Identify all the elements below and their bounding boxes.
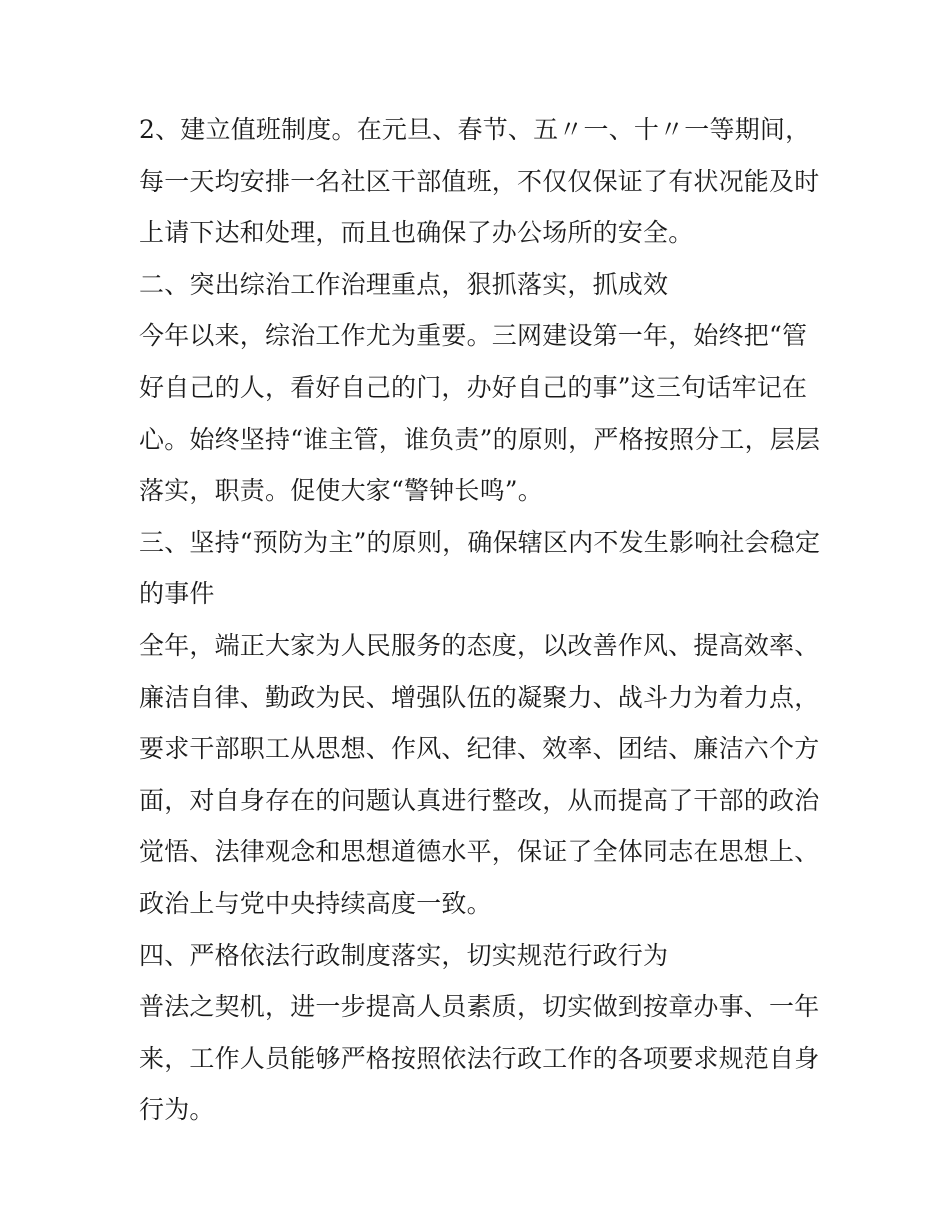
- text-line: 心。始终坚持“谁主管，谁负责”的原则，严格按照分工，层层: [139, 424, 821, 454]
- text-line: 普法之契机，进一步提高人员素质，切实做到按章办事、一年: [139, 992, 820, 1022]
- text-line: 落实，职责。促使大家“警钟长鸣”。: [139, 476, 543, 506]
- text-line: 全年，端正大家为人民服务的态度，以改善作风、提高效率、: [139, 630, 820, 660]
- text-line: 政治上与党中央持续高度一致。: [139, 888, 492, 918]
- text-line: 要求干部职工从思想、作风、纪律、效率、团结、廉洁六个方: [139, 734, 820, 764]
- text-line: 好自己的人，看好自己的门，办好自己的事”这三句话牢记在: [139, 372, 808, 402]
- text-line: 面，对自身存在的问题认真进行整改，从而提高了干部的政治: [139, 785, 820, 815]
- text-line: 每一天均安排一名社区干部值班，不仅仅保证了有状况能及时: [139, 166, 820, 196]
- text-line: 觉悟、法律观念和思想道德水平，保证了全体同志在思想上、: [139, 837, 820, 867]
- section-heading: 三、坚持“预防为主”的原则，确保辖区内不发生影响社会稳定: [139, 527, 821, 557]
- section-heading-continued: 的事件: [139, 579, 215, 609]
- text-line: 上请下达和处理，而且也确保了办公场所的安全。: [139, 218, 694, 248]
- text-line: 行为。: [139, 1095, 215, 1125]
- text-line: 2、建立值班制度。在元旦、春节、五〃一、十〃一等期间，: [139, 115, 811, 144]
- text-line: 来，工作人员能够严格按照依法行政工作的各项要求规范自身: [139, 1043, 820, 1073]
- section-heading: 二、突出综治工作治理重点，狠抓落实，抓成效: [139, 269, 669, 299]
- section-heading: 四、严格依法行政制度落实，切实规范行政行为: [139, 940, 669, 970]
- document-body: [139, 104, 829, 1136]
- text-line: 今年以来，综治工作尤为重要。三网建设第一年，始终把“管: [139, 321, 808, 351]
- text-line: 廉洁自律、勤政为民、增强队伍的凝聚力、战斗力为着力点，: [139, 682, 820, 712]
